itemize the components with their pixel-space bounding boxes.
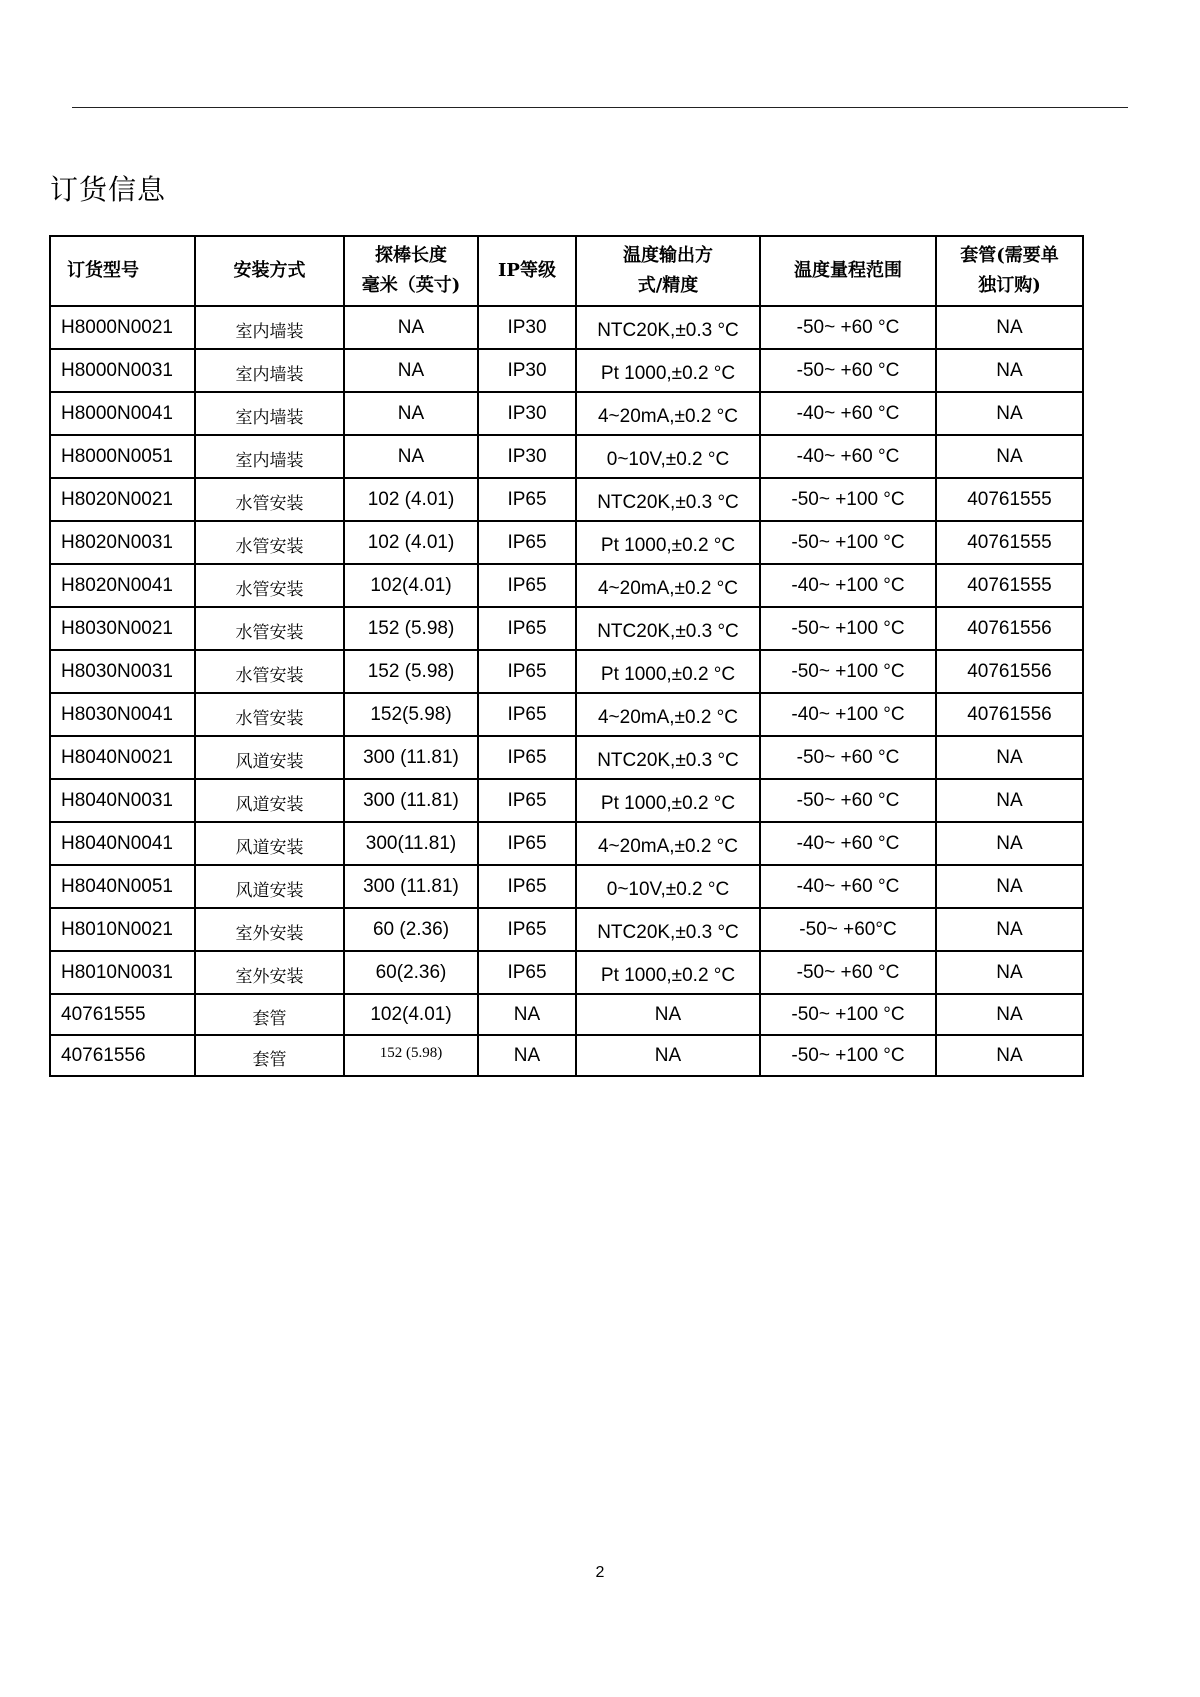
cell-install: 水管安装 [195,607,344,650]
cell-output: NTC20K,±0.3 °C [576,478,760,521]
cell-ip: NA [478,994,576,1035]
cell-sleeve: NA [936,349,1083,392]
cell-ip: IP65 [478,951,576,994]
cell-model: H8030N0031 [50,650,195,693]
cell-ip: IP30 [478,306,576,349]
cell-range: -50~ +60 °C [760,306,936,349]
cell-sleeve: NA [936,994,1083,1035]
table-row [50,392,1083,435]
cell-range: -40~ +100 °C [760,564,936,607]
header-model: 订货型号 [50,236,195,306]
cell-sleeve: NA [936,951,1083,994]
table-row [50,1035,1083,1076]
cell-output: NA [576,1035,760,1076]
cell-output: Pt 1000,±0.2 °C [576,951,760,994]
cell-output: Pt 1000,±0.2 °C [576,349,760,392]
cell-ip: IP65 [478,822,576,865]
cell-range: -40~ +60 °C [760,822,936,865]
table-row [50,650,1083,693]
cell-range: -50~ +100 °C [760,478,936,521]
table-row [50,607,1083,650]
cell-output: Pt 1000,±0.2 °C [576,650,760,693]
header-ip-rating: IP等级 [478,236,576,306]
cell-probe: 102 (4.01) [344,478,478,521]
cell-model: 40761555 [50,994,195,1035]
cell-install: 水管安装 [195,478,344,521]
cell-ip: NA [478,1035,576,1076]
cell-install: 室外安装 [195,908,344,951]
cell-probe: 102(4.01) [344,564,478,607]
cell-model: H8010N0021 [50,908,195,951]
cell-model: H8040N0051 [50,865,195,908]
cell-install: 风道安装 [195,865,344,908]
cell-model: H8010N0031 [50,951,195,994]
cell-sleeve: NA [936,1035,1083,1076]
page-number: 2 [595,1564,605,1581]
cell-probe: 300 (11.81) [344,865,478,908]
cell-range: -50~ +60°C [760,908,936,951]
cell-install: 室外安装 [195,951,344,994]
cell-probe: 102 (4.01) [344,521,478,564]
table-row [50,865,1083,908]
cell-model: H8000N0021 [50,306,195,349]
cell-sleeve: NA [936,306,1083,349]
cell-probe: 152 (5.98) [344,1035,478,1076]
cell-output: 0~10V,±0.2 °C [576,435,760,478]
cell-range: -50~ +60 °C [760,349,936,392]
cell-model: H8020N0041 [50,564,195,607]
table-row [50,693,1083,736]
cell-model: 40761556 [50,1035,195,1076]
cell-install: 套管 [195,1035,344,1076]
table-row [50,951,1083,994]
header-install: 安装方式 [195,236,344,306]
header-range: 温度量程范围 [760,236,936,306]
cell-model: H8040N0021 [50,736,195,779]
cell-model: H8000N0051 [50,435,195,478]
table-row [50,306,1083,349]
cell-model: H8020N0031 [50,521,195,564]
cell-range: -40~ +100 °C [760,693,936,736]
cell-probe: 60 (2.36) [344,908,478,951]
table-row [50,736,1083,779]
cell-probe: NA [344,349,478,392]
table-row [50,779,1083,822]
cell-model: H8000N0031 [50,349,195,392]
cell-probe: 300 (11.81) [344,779,478,822]
cell-sleeve: NA [936,779,1083,822]
cell-range: -40~ +60 °C [760,392,936,435]
cell-probe: 152 (5.98) [344,650,478,693]
cell-ip: IP65 [478,521,576,564]
cell-sleeve: 40761556 [936,650,1083,693]
cell-sleeve: NA [936,435,1083,478]
cell-range: -50~ +100 °C [760,607,936,650]
cell-install: 风道安装 [195,822,344,865]
cell-ip: IP65 [478,650,576,693]
header-sleeve: 套管(需要单 独订购) [936,236,1083,306]
cell-range: -50~ +100 °C [760,650,936,693]
cell-sleeve: NA [936,736,1083,779]
cell-range: -50~ +60 °C [760,779,936,822]
cell-install: 室内墙装 [195,306,344,349]
cell-output: NTC20K,±0.3 °C [576,908,760,951]
cell-sleeve: 40761555 [936,564,1083,607]
cell-model: H8030N0021 [50,607,195,650]
cell-output: Pt 1000,±0.2 °C [576,779,760,822]
cell-sleeve: NA [936,908,1083,951]
cell-ip: IP65 [478,908,576,951]
cell-ip: IP65 [478,564,576,607]
cell-range: -50~ +60 °C [760,951,936,994]
section-title: 订货信息 [50,173,167,206]
cell-sleeve: NA [936,822,1083,865]
table-row [50,478,1083,521]
table-row [50,564,1083,607]
cell-probe: 300(11.81) [344,822,478,865]
cell-output: Pt 1000,±0.2 °C [576,521,760,564]
header-probe-length: 探棒长度 毫米（英寸) [344,236,478,306]
header-output: 温度输出方 式/精度 [576,236,760,306]
cell-ip: IP65 [478,736,576,779]
cell-ip: IP30 [478,435,576,478]
cell-model: H8000N0041 [50,392,195,435]
cell-output: NTC20K,±0.3 °C [576,607,760,650]
cell-output: NTC20K,±0.3 °C [576,306,760,349]
cell-ip: IP65 [478,779,576,822]
cell-probe: NA [344,435,478,478]
table-row [50,994,1083,1035]
cell-install: 水管安装 [195,521,344,564]
cell-range: -50~ +60 °C [760,736,936,779]
table-row [50,908,1083,951]
cell-model: H8020N0021 [50,478,195,521]
cell-output: 4~20mA,±0.2 °C [576,392,760,435]
table-row [50,435,1083,478]
cell-probe: 152 (5.98) [344,607,478,650]
cell-install: 室内墙装 [195,349,344,392]
cell-model: H8030N0041 [50,693,195,736]
cell-probe: 152(5.98) [344,693,478,736]
cell-output: 0~10V,±0.2 °C [576,865,760,908]
cell-install: 水管安装 [195,564,344,607]
cell-sleeve: 40761556 [936,693,1083,736]
cell-install: 室内墙装 [195,392,344,435]
cell-output: 4~20mA,±0.2 °C [576,693,760,736]
cell-range: -50~ +100 °C [760,994,936,1035]
cell-ip: IP30 [478,349,576,392]
table-row [50,349,1083,392]
cell-probe: 60(2.36) [344,951,478,994]
cell-probe: NA [344,306,478,349]
cell-model: H8040N0041 [50,822,195,865]
cell-install: 风道安装 [195,779,344,822]
cell-output: NTC20K,±0.3 °C [576,736,760,779]
cell-install: 水管安装 [195,650,344,693]
cell-ip: IP65 [478,865,576,908]
cell-install: 风道安装 [195,736,344,779]
cell-ip: IP65 [478,693,576,736]
table-row [50,521,1083,564]
cell-range: -40~ +60 °C [760,865,936,908]
cell-range: -50~ +100 °C [760,1035,936,1076]
cell-ip: IP65 [478,478,576,521]
cell-sleeve: 40761555 [936,478,1083,521]
cell-probe: 300 (11.81) [344,736,478,779]
cell-install: 套管 [195,994,344,1035]
cell-range: -50~ +100 °C [760,521,936,564]
header-rule [72,107,1128,108]
cell-probe: NA [344,392,478,435]
cell-ip: IP30 [478,392,576,435]
cell-ip: IP65 [478,607,576,650]
cell-output: 4~20mA,±0.2 °C [576,564,760,607]
ordering-info-table [49,235,1084,1077]
cell-model: H8040N0031 [50,779,195,822]
cell-range: -40~ +60 °C [760,435,936,478]
cell-install: 水管安装 [195,693,344,736]
cell-sleeve: NA [936,865,1083,908]
cell-output: 4~20mA,±0.2 °C [576,822,760,865]
cell-output: NA [576,994,760,1035]
cell-install: 室内墙装 [195,435,344,478]
cell-sleeve: 40761555 [936,521,1083,564]
cell-probe: 102(4.01) [344,994,478,1035]
cell-sleeve: NA [936,392,1083,435]
cell-sleeve: 40761556 [936,607,1083,650]
table-row [50,822,1083,865]
table-header-row [50,236,1083,306]
